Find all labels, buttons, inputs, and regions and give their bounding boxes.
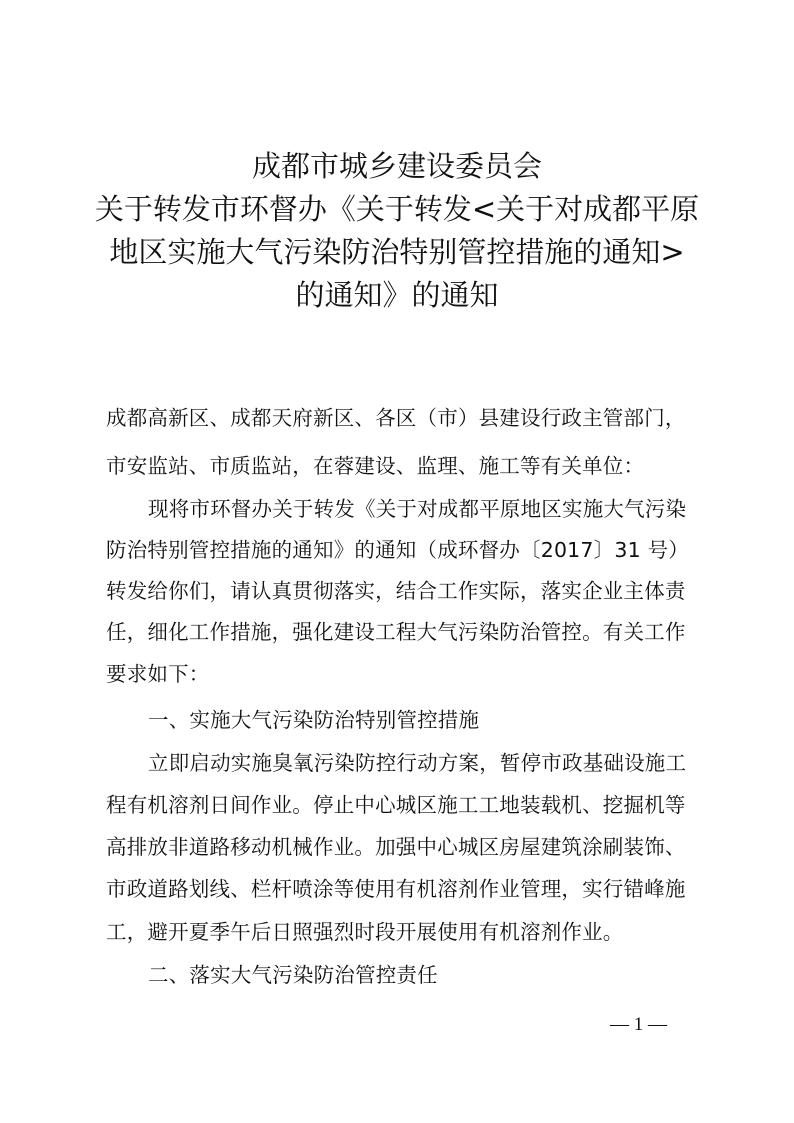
paragraph-line: 任，细化工作措施，强化建设工程大气污染防治管控。有关工作 [106, 620, 686, 644]
paragraph-line: 立即启动实施臭氧污染防控行动方案，暂停市政基础设施工 [148, 751, 687, 775]
title-line: 地区实施大气污染防治特别管控措施的通知> [109, 235, 685, 269]
addressee-line: 成都高新区、成都天府新区、各区（市）县建设行政主管部门， [106, 406, 686, 430]
paragraph-line: 高排放非道路移动机械作业。加强中心城区房屋建筑涂刷装饰、 [106, 835, 686, 859]
document-title [60, 145, 734, 317]
section-heading: 一、实施大气污染防治特别管控措施 [148, 708, 480, 732]
paragraph-line: 防治特别管控措施的通知》的通知（成环督办〔2017〕31 号） [106, 538, 689, 562]
addressee-line: 市安监站、市质监站，在蓉建设、监理、施工等有关单位： [106, 454, 645, 478]
page-number: — 1 — [610, 1014, 667, 1035]
paragraph-line: 程有机溶剂日间作业。停止中心城区施工工地装载机、挖掘机等 [106, 793, 686, 817]
title-line: 成都市城乡建设委员会 [251, 149, 542, 183]
paragraph-line: 要求如下： [106, 662, 210, 686]
paragraph-line: 转发给你们，请认真贯彻落实，结合工作实际，落实企业主体责 [106, 579, 686, 603]
paragraph-line: 工，避开夏季午后日照强烈时段开展使用有机溶剂作业。 [106, 920, 624, 944]
title-line: 的通知》的通知 [295, 278, 499, 312]
title-line: 关于转发市环督办《关于转发<关于对成都平原 [94, 192, 700, 226]
paragraph-line: 现将市环督办关于转发《关于对成都平原地区实施大气污染 [148, 497, 687, 521]
paragraph-line: 市政道路划线、栏杆喷涂等使用有机溶剂作业管理，实行错峰施 [106, 877, 686, 901]
section-heading: 二、落实大气污染防治管控责任 [148, 963, 438, 987]
